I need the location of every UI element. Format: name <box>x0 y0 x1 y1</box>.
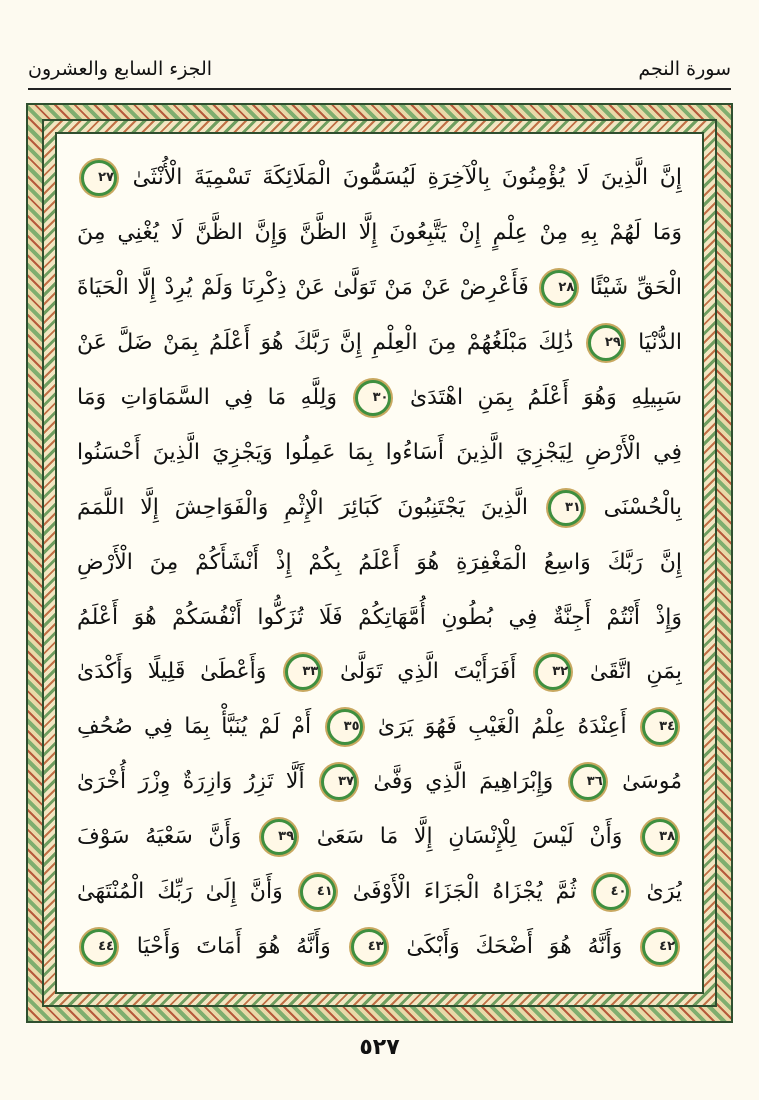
verse-line <box>77 864 682 919</box>
verse-text: مُوسَىٰ <box>622 769 682 795</box>
verse-text: أَعِنْدَهُ عِلْمُ الْغَيْبِ فَهُوَ يَرَىٰ <box>377 714 627 740</box>
verse-line <box>77 425 682 480</box>
surah-title: سورة النجم <box>638 58 731 80</box>
ayah-number-marker: ٤٤ <box>81 929 117 965</box>
verse-line <box>77 644 682 699</box>
ayah-number-marker: ٣٩ <box>261 819 297 855</box>
decorative-frame-middle <box>42 119 717 1007</box>
verse-line <box>77 370 682 425</box>
verse-line <box>77 754 682 809</box>
verse-line <box>77 205 682 260</box>
verse-text: وَإِذْ أَنْتُمْ أَجِنَّةٌ فِي بُطُونِ أُمَّهَاتِكُمْ فَلَا تُزَكُّوا أَنْفُسَكُمْ هُوَ أَعْلَمُ <box>77 604 682 630</box>
page-number: ٥٢٧ <box>359 1035 400 1060</box>
verse-text: وَأَنَّهُ هُوَ أَمَاتَ وَأَحْيَا <box>136 934 331 960</box>
verse-text: يُرَىٰ <box>646 879 682 905</box>
ayah-number-marker: ٢٩ <box>588 325 624 361</box>
verse-text: وَأَنَّهُ هُوَ أَضْحَكَ وَأَبْكَىٰ <box>406 934 623 960</box>
ayah-number-marker: ٣٤ <box>642 709 678 745</box>
text-panel <box>55 132 704 994</box>
ayah-number-marker: ٢٨ <box>541 270 577 306</box>
ayah-number-marker: ٢٧ <box>81 160 117 196</box>
verse-text: الدُّنْيَا <box>638 329 682 355</box>
verse-text: وَأَنَّ إِلَىٰ رَبِّكَ الْمُنْتَهَىٰ <box>77 879 283 905</box>
juz-title: الجزء السابع والعشرون <box>28 58 213 80</box>
header-divider <box>28 88 731 90</box>
verse-line <box>77 590 682 645</box>
ayah-number-marker: ٤٠ <box>593 874 629 910</box>
verse-text: الَّذِينَ يَجْتَنِبُونَ كَبَائِرَ الْإِثْمِ وَالْفَوَاحِشَ إِلَّا اللَّمَمَ <box>77 494 529 520</box>
verse-text: بِالْحُسْنَى <box>603 494 682 520</box>
ayah-number-marker: ٣٨ <box>642 819 678 855</box>
ayah-number-marker: ٣٥ <box>327 709 363 745</box>
verse-text: فِي الْأَرْضِ لِيَجْزِيَ الَّذِينَ أَسَاءُوا بِمَا عَمِلُوا وَيَجْزِيَ الَّذِينَ أَحْسَنُوا <box>77 439 682 465</box>
verse-text: وَأَعْطَىٰ قَلِيلًا وَأَكْدَىٰ <box>77 659 267 685</box>
verse-text: ذَٰلِكَ مَبْلَغُهُمْ مِنَ الْعِلْمِ إِنَّ رَبَّكَ هُوَ أَعْلَمُ بِمَنْ ضَلَّ عَنْ <box>77 329 574 355</box>
verse-line <box>77 919 682 974</box>
verse-line <box>77 480 682 535</box>
ayah-number-marker: ٣٦ <box>570 764 606 800</box>
verse-line <box>77 809 682 864</box>
verse-text: بِمَنِ اتَّقَىٰ <box>589 659 682 685</box>
ayah-number-marker: ٣٢ <box>535 654 571 690</box>
verse-line <box>77 699 682 754</box>
ayah-number-marker: ٣٠ <box>355 380 391 416</box>
verse-text: ثُمَّ يُجْزَاهُ الْجَزَاءَ الْأَوْفَىٰ <box>352 879 577 905</box>
page-header <box>28 52 731 86</box>
ayah-number-marker: ٣١ <box>548 490 584 526</box>
verse-line <box>77 150 682 205</box>
verse-text: وَأَنَّ سَعْيَهُ سَوْفَ <box>77 824 242 850</box>
verse-text: سَبِيلِهِ وَهُوَ أَعْلَمُ بِمَنِ اهْتَدَىٰ <box>409 384 682 410</box>
decorative-frame-outer <box>26 103 733 1023</box>
verse-line <box>77 260 682 315</box>
verse-text: وَإِبْرَاهِيمَ الَّذِي وَفَّىٰ <box>373 769 554 795</box>
ayah-number-marker: ٤٣ <box>351 929 387 965</box>
ayah-number-marker: ٤١ <box>300 874 336 910</box>
verse-line <box>77 315 682 370</box>
verse-text: أَفَرَأَيْتَ الَّذِي تَوَلَّىٰ <box>339 659 517 685</box>
verse-text: الْحَقِّ شَيْئًا <box>589 274 682 300</box>
verse-text: إِنَّ رَبَّكَ وَاسِعُ الْمَغْفِرَةِ هُوَ أَعْلَمُ بِكُمْ إِذْ أَنْشَأَكُمْ مِنَ الْأَرْضِ <box>77 549 682 575</box>
verse-text: أَلَّا تَزِرُ وَازِرَةٌ وِزْرَ أُخْرَىٰ <box>77 769 305 795</box>
ayah-number-marker: ٤٢ <box>642 929 678 965</box>
verse-text: وَمَا لَهُمْ بِهِ مِنْ عِلْمٍ إِنْ يَتَّبِعُونَ إِلَّا الظَّنَّ وَإِنَّ الظَّنَّ لَا يُغْنِي مِنَ <box>77 219 682 245</box>
ayah-number-marker: ٣٧ <box>321 764 357 800</box>
verse-text: إِنَّ الَّذِينَ لَا يُؤْمِنُونَ بِالْآخِرَةِ لَيُسَمُّونَ الْمَلَائِكَةَ تَسْمِيَةَ الْأُنْثَىٰ <box>132 165 682 190</box>
verse-text: وَلِلَّهِ مَا فِي السَّمَاوَاتِ وَمَا <box>77 384 337 410</box>
verse-text: فَأَعْرِضْ عَنْ مَنْ تَوَلَّىٰ عَنْ ذِكْرِنَا وَلَمْ يُرِدْ إِلَّا الْحَيَاةَ <box>77 274 529 300</box>
verse-text: أَمْ لَمْ يُنَبَّأْ بِمَا فِي صُحُفِ <box>77 714 312 740</box>
ayah-number-marker: ٣٣ <box>285 654 321 690</box>
verse-text-area <box>77 150 682 974</box>
verse-text: وَأَنْ لَيْسَ لِلْإِنْسَانِ إِلَّا مَا سَعَىٰ <box>316 824 623 850</box>
verse-line <box>77 535 682 590</box>
